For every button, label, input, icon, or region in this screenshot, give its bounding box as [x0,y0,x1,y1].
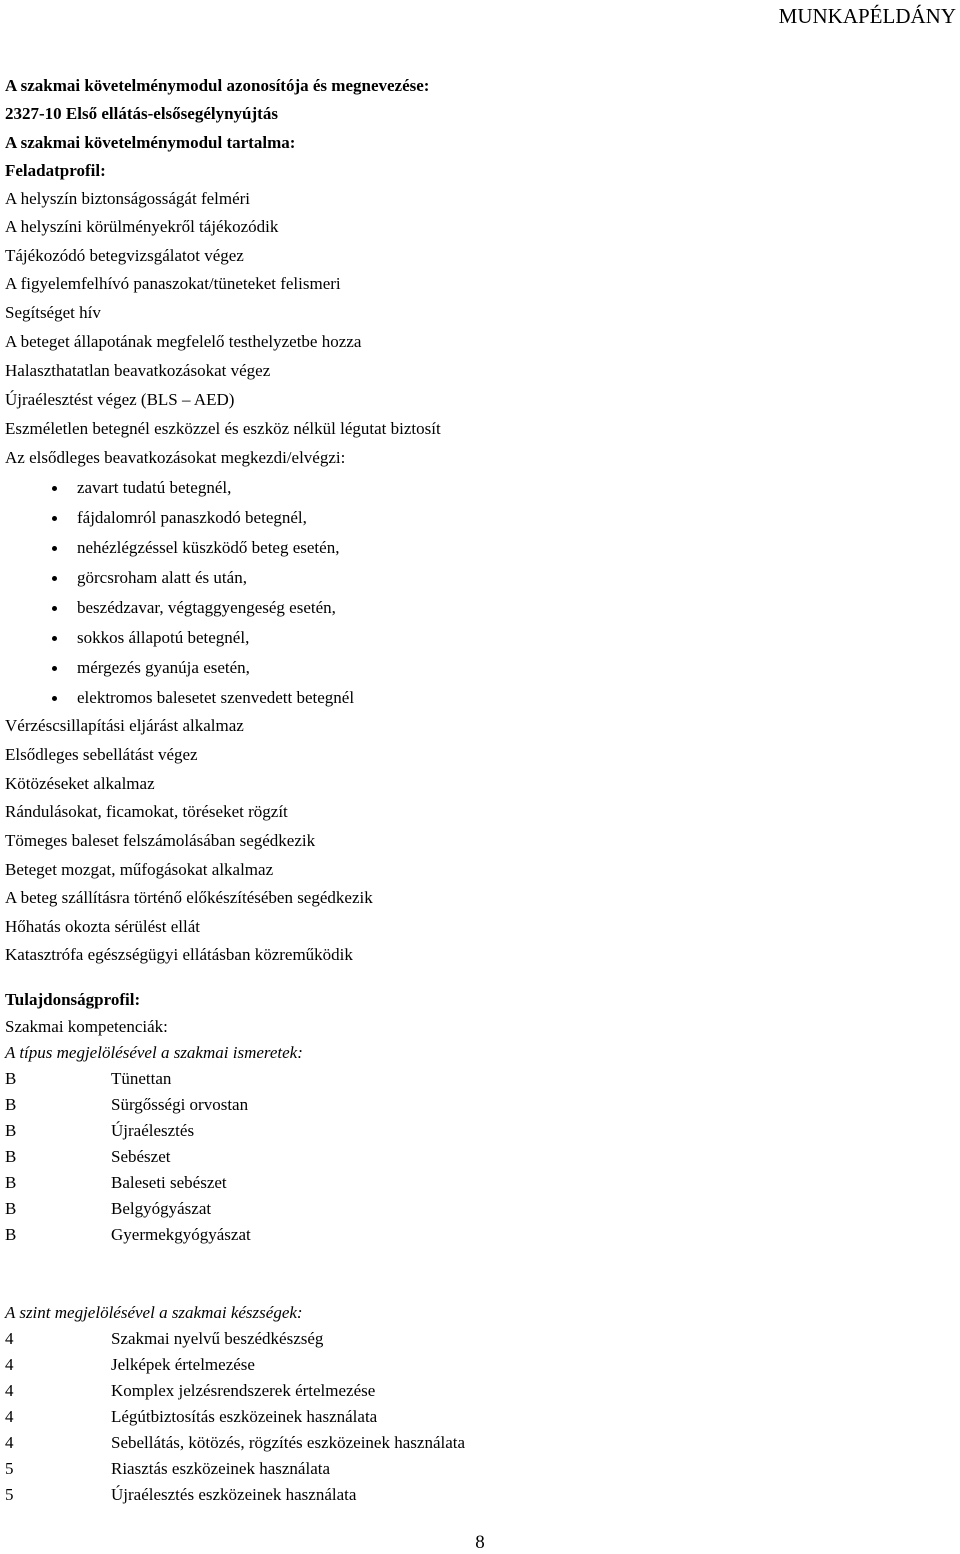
skill-level: 4 [5,1407,14,1426]
knowledge-text: Baleseti sebészet [111,1173,227,1192]
bullet-icon [52,546,57,551]
bullet-text: görcsroham alatt és után, [77,568,247,587]
knowledge-type: B [5,1069,17,1088]
bullet-text: beszédzavar, végtaggyengeség esetén, [77,598,336,617]
bullet-text: sokkos állapotú betegnél, [77,628,250,647]
knowledge-type: B [5,1173,17,1192]
skill-text: Jelképek értelmezése [111,1355,255,1374]
task-item: A beteg szállításra történő előkészítésében segédkezik [5,888,373,907]
knowledge-type: B [5,1147,17,1166]
skill-text: Riasztás eszközeinek használata [111,1459,331,1478]
property-profile-label: Tulajdonságprofil: [5,990,141,1009]
skill-text: Komplex jelzésrendszerek értelmezése [111,1381,376,1400]
task-item: Rándulásokat, ficamokat, töréseket rögzít [5,802,288,821]
module-id-value: 2327-10 Első ellátás-elsősegélynyújtás [5,104,278,123]
skill-level: 5 [5,1459,14,1478]
task-item: Elsődleges sebellátást végez [5,745,198,764]
task-item: Eszméletlen betegnél eszközzel és eszköz nélkül légutat biztosít [5,419,441,438]
task-item: Újraélesztést végez (BLS – AED) [5,390,235,409]
knowledge-text: Sebészet [111,1147,171,1166]
skill-level: 5 [5,1485,14,1504]
knowledge-label: A típus megjelölésével a szakmai ismeretek: [5,1043,303,1062]
bullet-text: nehézlégzéssel küszködő beteg esetén, [77,538,340,557]
task-item: Halaszthatatlan beavatkozásokat végez [5,361,271,380]
bullet-icon [52,516,57,521]
task-profile-label: Feladatprofil: [5,161,106,180]
skill-level: 4 [5,1329,14,1348]
task-item: A beteget állapotának megfelelő testhelyzetbe hozza [5,332,362,351]
skill-text: Újraélesztés eszközeinek használata [111,1485,357,1504]
skill-level: 4 [5,1381,14,1400]
skill-level: 4 [5,1355,14,1374]
bullet-icon [52,636,57,641]
knowledge-text: Gyermekgyógyászat [111,1225,251,1244]
knowledge-text: Belgyógyászat [111,1199,212,1218]
bullet-text: mérgezés gyanúja esetén, [77,658,250,677]
bullet-text: elektromos balesetet szenvedett betegnél [77,688,355,707]
bullet-text: zavart tudatú betegnél, [77,478,232,497]
document-stamp: MUNKAPÉLDÁNY [778,4,956,28]
skill-text: Sebellátás, kötözés, rögzítés eszközeinek használata [111,1433,466,1452]
knowledge-text: Újraélesztés [111,1121,195,1140]
module-content-label: A szakmai követelménymodul tartalma: [5,133,296,152]
knowledge-text: Tünettan [111,1069,172,1088]
task-item: Az elsődleges beavatkozásokat megkezdi/elvégzi: [5,448,346,467]
knowledge-type: B [5,1121,17,1140]
task-item: Vérzéscsillapítási eljárást alkalmaz [5,716,244,735]
module-id-label: A szakmai követelménymodul azonosítója és megnevezése: [5,76,430,95]
bullet-icon [52,696,57,701]
bullet-icon [52,606,57,611]
task-item: Katasztrófa egészségügyi ellátásban közreműködik [5,945,353,964]
task-item: A helyszíni körülményekről tájékozódik [5,217,279,236]
task-item: Segítséget hív [5,303,101,322]
knowledge-type: B [5,1095,17,1114]
skill-level: 4 [5,1433,14,1452]
knowledge-type: B [5,1199,17,1218]
skill-text: Légútbiztosítás eszközeinek használata [111,1407,378,1426]
bullet-icon [52,486,57,491]
task-item: Hőhatás okozta sérülést ellát [5,917,200,936]
task-item: A helyszín biztonságosságát felméri [5,189,251,208]
skill-text: Szakmai nyelvű beszédkészség [111,1329,324,1348]
task-item: Tájékozódó betegvizsgálatot végez [5,246,244,265]
bullet-icon [52,666,57,671]
task-item: Beteget mozgat, műfogásokat alkalmaz [5,860,274,879]
knowledge-type: B [5,1225,17,1244]
bullet-text: fájdalomról panaszkodó betegnél, [77,508,307,527]
task-item: A figyelemfelhívó panaszokat/tüneteket felismeri [5,274,341,293]
skills-label: A szint megjelölésével a szakmai készségek: [5,1303,303,1322]
task-item: Tömeges baleset felszámolásában segédkezik [5,831,316,850]
knowledge-text: Sürgősségi orvostan [111,1095,249,1114]
task-item: Kötözéseket alkalmaz [5,774,155,793]
page-number: 8 [475,1532,485,1553]
competencies-label: Szakmai kompetenciák: [5,1017,168,1036]
bullet-icon [52,576,57,581]
